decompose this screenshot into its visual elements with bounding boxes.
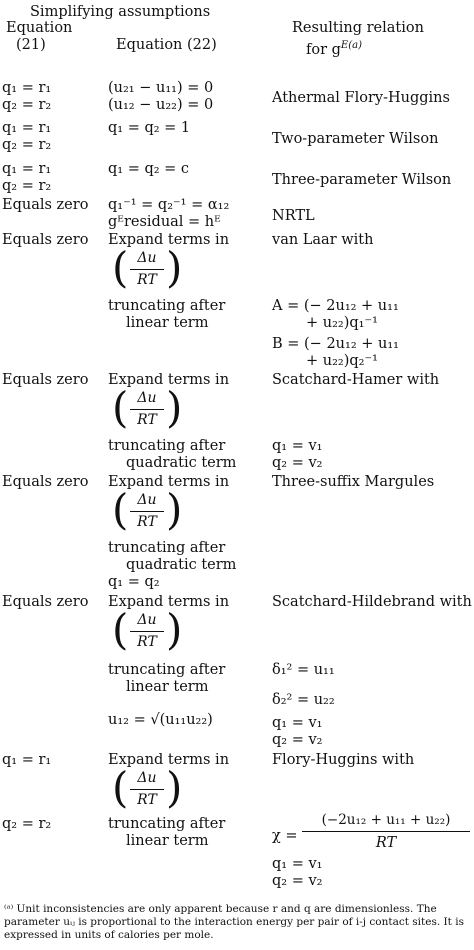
r9-fraction <box>112 763 202 813</box>
r9-col3b-bar <box>302 831 470 832</box>
header-simplifying: Simplifying assumptions <box>30 4 211 20</box>
r3-col2a: q₁ = q₂ = c <box>108 161 190 177</box>
r8-col2d: u₁₂ = √(u₁₁u₂₂) <box>108 712 213 728</box>
r4-col1: Equals zero <box>2 197 89 213</box>
paren-open: ( <box>112 383 129 432</box>
r6-col1: Equals zero <box>2 372 89 388</box>
r1-col1a: q₁ = r₁ <box>2 80 52 96</box>
r3-col1b: q₂ = r₂ <box>2 178 52 194</box>
r2-col1b: q₂ = r₂ <box>2 137 52 153</box>
r5-fraction <box>112 243 202 293</box>
r5-col3d: B = (− 2u₁₂ + u₁₁ <box>272 336 399 352</box>
r9-col2a: Expand terms in <box>108 752 230 768</box>
paren-close: ) <box>166 243 183 292</box>
r2-col2a: q₁ = q₂ = 1 <box>108 120 191 136</box>
r9-col3b-num: (−2u₁₂ + u₁₁ + u₂₂) <box>321 812 451 828</box>
r8-col2c: linear term <box>126 679 209 695</box>
r2-col1a: q₁ = r₁ <box>2 120 52 136</box>
paren-open: ( <box>112 605 129 654</box>
paren-close: ) <box>166 485 183 534</box>
r3-col1a: q₁ = r₁ <box>2 161 52 177</box>
r5-col2a: Expand terms in <box>108 232 230 248</box>
r3-col3: Three-parameter Wilson <box>272 172 452 188</box>
r9-col3b-den: RT <box>375 835 397 851</box>
r7-col2a: Expand terms in <box>108 474 230 490</box>
paren-open: ( <box>112 485 129 534</box>
r9-col2b: truncating after <box>108 816 226 832</box>
r5-col3c: + u₂₂)q₁⁻¹ <box>306 315 378 331</box>
frac-bar <box>130 631 164 632</box>
r8-col3e: q₂ = v₂ <box>272 732 323 748</box>
frac-den: RT <box>137 634 157 650</box>
r6-col2a: Expand terms in <box>108 372 230 388</box>
paren-open: ( <box>112 243 129 292</box>
r8-col3c: δ₂² = u₂₂ <box>272 692 335 708</box>
r8-col2b: truncating after <box>108 662 226 678</box>
r5-col3a: van Laar with <box>272 232 374 248</box>
r1-col3: Athermal Flory-Huggins <box>272 90 450 106</box>
frac-bar <box>130 269 164 270</box>
r9-col3c: q₁ = v₁ <box>272 856 323 872</box>
r7-col2c: quadratic term <box>126 557 237 573</box>
r5-col2b: truncating after <box>108 298 226 314</box>
paren-open: ( <box>112 763 129 812</box>
paren-close: ) <box>166 763 183 812</box>
r9-col1a: q₁ = r₁ <box>2 752 52 768</box>
frac-den: RT <box>137 514 157 530</box>
r5-col2c: linear term <box>126 315 209 331</box>
frac-num: Δu <box>137 612 157 628</box>
header-equation-22: Equation (22) <box>116 37 217 53</box>
header-equation-21-label: Equation <box>6 20 73 36</box>
frac-bar <box>130 511 164 512</box>
r8-col1: Equals zero <box>2 594 89 610</box>
frac-den: RT <box>137 412 157 428</box>
r9-col3b-lhs: χ = <box>272 828 298 844</box>
header-for-g: for $g^{E(a)}$ <box>306 40 362 58</box>
r6-col3b: q₁ = v₁ <box>272 438 323 454</box>
r7-fraction <box>112 485 202 535</box>
r4-col3: NRTL <box>272 208 315 224</box>
r8-col3a: Scatchard-Hildebrand with <box>272 594 472 610</box>
r6-col2b: truncating after <box>108 438 226 454</box>
r4-col2b: gᴱresidual = hᴱ <box>108 214 221 230</box>
footnote: ⁽ᵃ⁾ Unit inconsistencies are only apparent because r and q are dimensionless. The parameter uᵢⱼ is proportional to the interaction energy per pair of i-j contact sites. It is expressed in units of calories per mole. <box>4 903 464 941</box>
r6-col3a: Scatchard-Hamer with <box>272 372 440 388</box>
r6-fraction <box>112 383 202 433</box>
r6-col2c: quadratic term <box>126 455 237 471</box>
header-equation-21: (21) <box>16 37 46 53</box>
r8-fraction <box>112 605 202 655</box>
frac-bar <box>130 789 164 790</box>
r9-col3d: q₂ = v₂ <box>272 873 323 889</box>
r5-col3e: + u₂₂)q₂⁻¹ <box>306 353 378 369</box>
r7-col2b: truncating after <box>108 540 226 556</box>
r6-col3c: q₂ = v₂ <box>272 455 323 471</box>
r5-col1: Equals zero <box>2 232 89 248</box>
r7-col3a: Three-suffix Margules <box>272 474 435 490</box>
r9-col2c: linear term <box>126 833 209 849</box>
paren-close: ) <box>166 605 183 654</box>
r8-col2a: Expand terms in <box>108 594 230 610</box>
frac-bar <box>130 409 164 410</box>
r1-col2b: (u₁₂ − u₂₂) = 0 <box>108 97 214 113</box>
frac-num: Δu <box>137 390 157 406</box>
r7-col1: Equals zero <box>2 474 89 490</box>
r2-col3: Two-parameter Wilson <box>272 131 439 147</box>
frac-num: Δu <box>137 770 157 786</box>
frac-num: Δu <box>137 492 157 508</box>
paren-close: ) <box>166 383 183 432</box>
r7-col2d: q₁ = q₂ <box>108 574 160 590</box>
frac-den: RT <box>137 792 157 808</box>
frac-den: RT <box>137 272 157 288</box>
r1-col1b: q₂ = r₂ <box>2 97 52 113</box>
r4-col2a: q₁⁻¹ = q₂⁻¹ = α₁₂ <box>108 197 230 213</box>
r9-col3a: Flory-Huggins with <box>272 752 415 768</box>
header-resulting: Resulting relation <box>292 20 424 36</box>
r5-col3b: A = (− 2u₁₂ + u₁₁ <box>272 298 399 314</box>
r9-col1b: q₂ = r₂ <box>2 816 52 832</box>
r8-col3b: δ₁² = u₁₁ <box>272 662 335 678</box>
r1-col2a: (u₂₁ − u₁₁) = 0 <box>108 80 214 96</box>
r8-col3d: q₁ = v₁ <box>272 715 323 731</box>
frac-num: Δu <box>137 250 157 266</box>
